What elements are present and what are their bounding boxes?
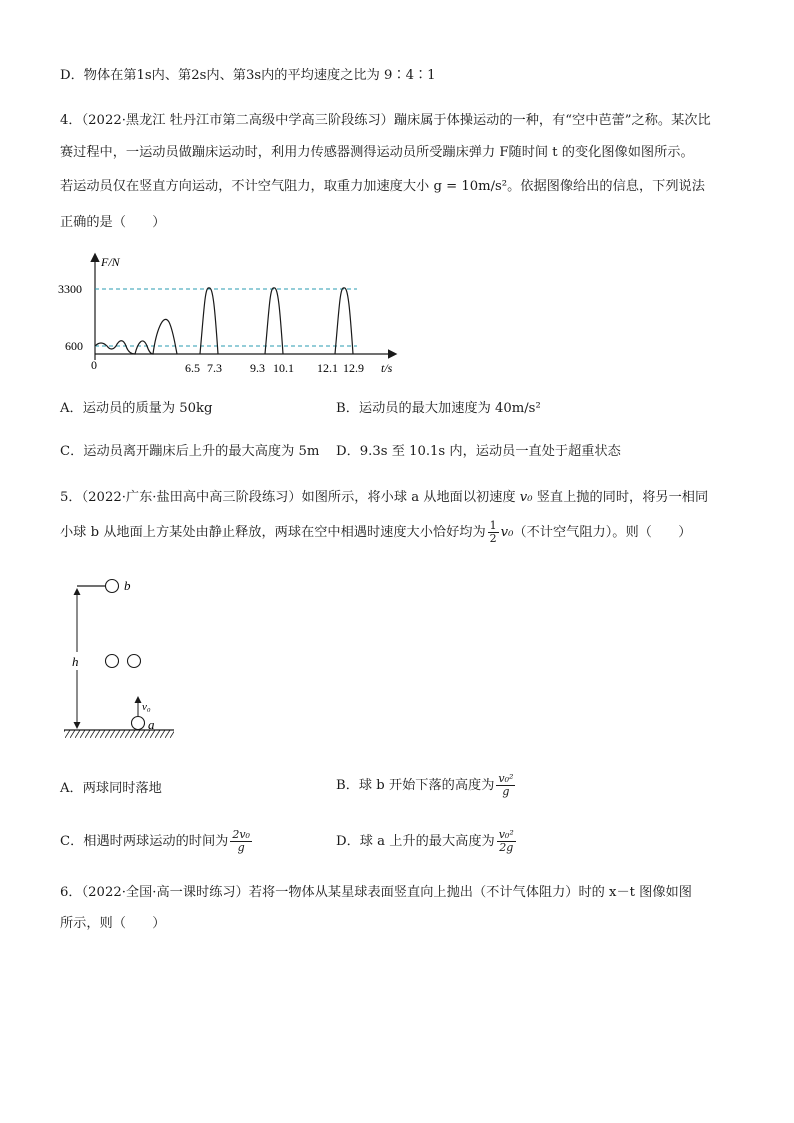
q5-option-d: D．球 a 上升的最大高度为 $\frac{\text{v₀²}}{2g}$ xyxy=(336,828,514,854)
q6-stem-line2: 所示，则（ ） xyxy=(60,916,166,931)
x-tick-7.3: 7.3 xyxy=(207,361,222,375)
q4-option-a: A．运动员的质量为 50kg xyxy=(60,401,213,416)
option-b-fraction: $\frac{\text{v₀²}}{g}$ xyxy=(498,772,514,798)
x-tick-10.1: 10.1 xyxy=(273,361,294,375)
q4-option-b: B．运动员的最大加速度为 40m/s² xyxy=(336,401,541,416)
option-c-fraction: $\frac{\text{2v₀}}{g}$ xyxy=(232,828,250,854)
q5-option-b: B．球 b 开始下落的高度为 $\frac{\text{v₀²}}{g}$ xyxy=(336,772,514,798)
x-axis-label: t/s xyxy=(381,361,393,375)
ground-hatch xyxy=(64,730,174,738)
q5-stem-line2: 小球 b 从地面上方某处由静止释放，两球在空中相遇时速度大小恰好均为 $\frac{1}{2}$ v₀（不计空气阻力）。则（ ） xyxy=(60,519,692,545)
x-tick-12.1: 12.1 xyxy=(317,361,338,375)
q3-option-d: D．物体在第1s内、第2s内、第3s内的平均速度之比为 9∶4∶1 xyxy=(60,68,436,83)
x-tick-6.5: 6.5 xyxy=(185,361,200,375)
ball-a-label: a xyxy=(148,717,155,732)
q5-option-c: C．相遇时两球运动的时间为 $\frac{\text{2v₀}}{g}$ xyxy=(60,828,250,854)
half-fraction: $\frac{1}{2}$ xyxy=(489,519,497,545)
y-tick-600: 600 xyxy=(65,339,83,353)
velocity-label: v₀ xyxy=(142,701,151,713)
q4-stem-line4: 正确的是（ ） xyxy=(60,215,166,230)
ball-a xyxy=(132,717,145,730)
q5-stem-line1: 5．（2022·广东·盐田高中高三阶段练习）如图所示，将小球 a 从地面以初速度 v₀ 竖直上抛的同时，将另一相同 xyxy=(60,490,709,505)
height-label: h xyxy=(72,654,79,669)
meeting-ball-1 xyxy=(106,655,119,668)
x-tick-12.9: 12.9 xyxy=(343,361,364,375)
force-curve xyxy=(95,288,353,354)
q4-stem-line3: 若运动员仅在竖直方向运动，不计空气阻力，取重力加速度大小 g = 10m/s²。依据图像给出的信息，下列说法 xyxy=(60,179,705,194)
q4-option-c: C．运动员离开蹦床后上升的最大高度为 5m xyxy=(60,444,320,459)
origin-label: 0 xyxy=(91,358,97,372)
meeting-ball-2 xyxy=(128,655,141,668)
q4-force-time-graph xyxy=(55,250,415,380)
q4-option-d: D．9.3s 至 10.1s 内，运动员一直处于超重状态 xyxy=(336,444,621,459)
ball-b-label: b xyxy=(124,578,131,593)
q5-two-balls-figure xyxy=(60,570,190,748)
x-tick-9.3: 9.3 xyxy=(250,361,265,375)
q5-option-a: A．两球同时落地 xyxy=(60,781,162,796)
q4-stem-line1: 4．（2022·黑龙江 牡丹江市第二高级中学高三阶段练习）蹦床属于体操运动的一种，有“空中芭蕾”之称。某次比 xyxy=(60,113,711,128)
y-tick-3300: 3300 xyxy=(58,282,82,296)
option-d-fraction: $\frac{\text{v₀²}}{2g}$ xyxy=(498,828,514,854)
q4-stem-line2: 赛过程中，一运动员做蹦床运动时，利用力传感器测得运动员所受蹦床弹力 F随时间 t 的变化图像如图所示。 xyxy=(60,145,694,160)
q6-stem-line1: 6．（2022·全国·高一课时练习）若将一物体从某星球表面竖直向上抛出（不计气体阻力）时的 x－t 图像如图 xyxy=(60,885,692,900)
ball-b xyxy=(106,580,119,593)
y-axis-label: F/N xyxy=(101,255,120,269)
